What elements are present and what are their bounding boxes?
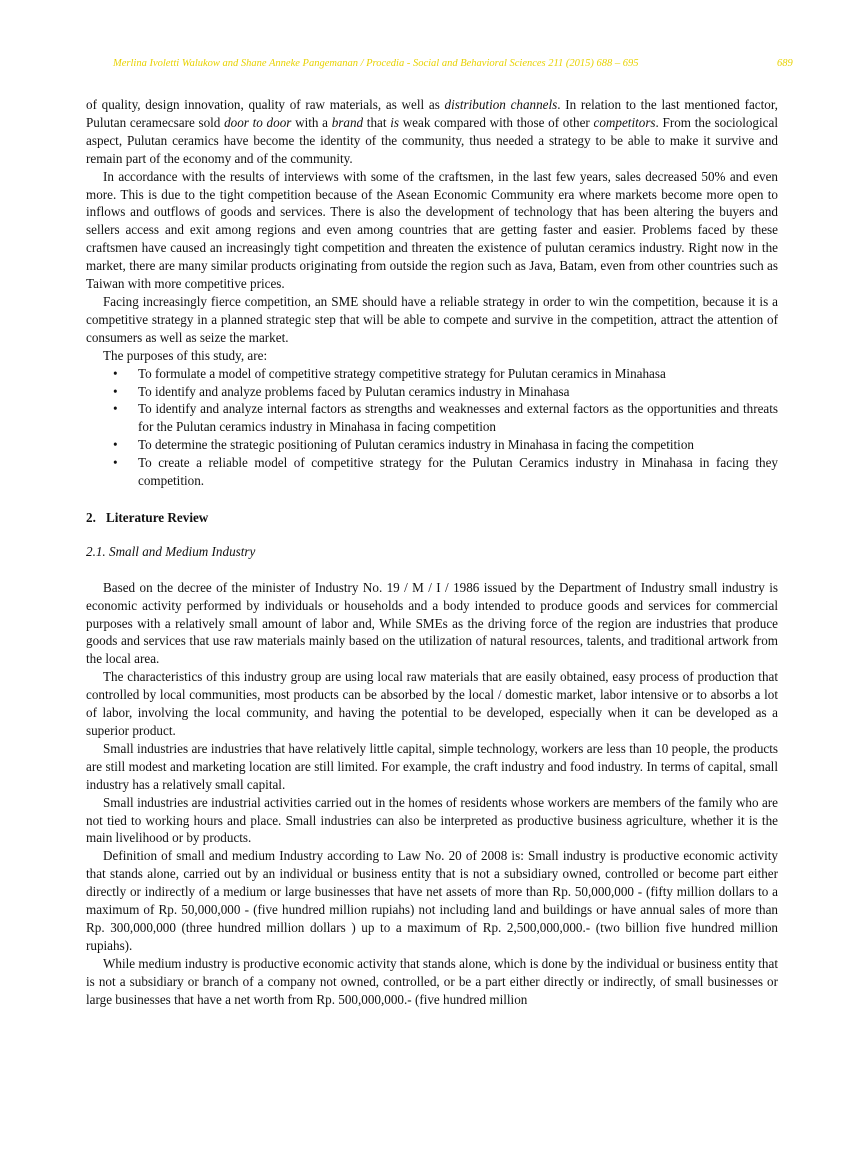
section-heading (86, 509, 778, 527)
running-head (0, 58, 846, 74)
body-paragraph: Small industries are industries that have relatively little capital, simple technology, workers are less than 10 people, the products are still modest and marketing location are still limited. For example, the craft industry and food industry. In terms of capital, small industry has a relatively small capital. (86, 740, 778, 792)
body-paragraph: While medium industry is productive economic activity that stands alone, which is done by the individual or business entity that is not a subsidiary or branch of a company not owned, controlled, or be a part either directly or indirectly, of small businesses or large businesses that have a net worth from Rp. 500,000,000.- (five hundred million (86, 955, 778, 1007)
emphasis-brand: brand (331, 114, 364, 130)
list-item: • To formulate a model of competitive strategy competitive strategy for Pulutan ceramics in Minahasa (113, 365, 666, 381)
page-number: 689 (777, 58, 793, 69)
emphasis-competitors: competitors (593, 114, 656, 130)
article-body (86, 96, 778, 1009)
list-item: • To identify and analyze problems faced by Pulutan ceramics industry in Minahasa (113, 383, 570, 399)
section-number: 2. (86, 509, 96, 525)
bullet-icon: • (113, 455, 118, 471)
intro-paragraph-1: of quality, design innovation, quality of raw materials, as well as distribution channels. In relation to the last mentioned factor, Pulutan ceramecsare sold door to door with a brand that is weak compared with those of other competitors. From the sociological aspect, Pulutan ceramics have become the identity of the community, thus needed a strategy to be able to make it survive and remain part of the economy and of the community. (86, 97, 778, 166)
list-item: • To create a reliable model of competitive strategy for the Pulutan Ceramics industry in Minahasa in facing they competition. (113, 455, 778, 489)
intro-paragraph-3: Facing increasingly fierce competition, an SME should have a reliable strategy in order to win the competition, because it is a competitive strategy in a planned strategic step that will be able to compete and survive in the competition, attract the attention of consumers as well as seize the market. (86, 293, 778, 345)
bullet-icon: • (113, 401, 118, 417)
emphasis-door-to-door: door to door (224, 114, 292, 130)
purposes-list (86, 365, 778, 490)
section-title: Literature Review (106, 509, 209, 525)
body-paragraph: The characteristics of this industry group are using local raw materials that are easily obtained, easy process of production that controlled by local communities, most products can be absorbed by the local / domestic market, labor intensive or to absorbs a lot of labor, involving the local community, and having the potential to be developed, especially when it can be developed as a superior product. (86, 669, 778, 738)
spacer (86, 561, 778, 579)
intro-paragraph-2: In accordance with the results of interviews with some of the craftsmen, in the last few years, sales decreased 50% and even more. This is due to the tight competition because of the Asean Economic Community era where markets become more open to inflows and outflows of goods and services. There is also the development of technology that has been altering the buyers and sellers access and exit among regions and even among countries that are getting faster and easier. Problems faced by these craftsmen have caused an increasingly tight competition and threaten the existence of pulutan ceramics industry. Right now in the market, there are many similar products originating from outside the region such as Java, Batam, even from other countries such as Taiwan with more competitive prices. (86, 168, 778, 292)
bullet-icon: • (113, 365, 118, 381)
running-head-citation: Merlina Ivoletti Walukow and Shane Anneke Pangemanan / Procedia - Social and Behavioral Sciences 211 (2015) 688 – 695 (113, 58, 639, 69)
purposes-lead: The purposes of this study, are: (103, 347, 268, 363)
body-paragraph: Small industries are industrial activities carried out in the homes of residents whose workers are members of the family who are not tied to working hours and place. Small industries can also be interpreted as productive business agriculture, whether it is the main livelihood or by products. (86, 794, 778, 846)
bullet-icon: • (113, 437, 118, 453)
bullet-icon: • (113, 383, 118, 399)
body-paragraph: Based on the decree of the minister of Industry No. 19 / M / I / 1986 issued by the Department of Industry small industry is economic activity performed by individuals or households and a body intended to produce goods and services for commercial purposes with a relatively small amount of labor and, While SMEs as the driving force of the region are industries that produce goods and services that use raw materials mainly based on the utilization of natural resources, talents, and traditional artwork from the local area. (86, 579, 778, 667)
subsection-heading: 2.1. Small and Medium Industry (86, 543, 256, 559)
list-item: • To identify and analyze internal factors as strengths and weaknesses and external factors as the opportunities and threats for the Pulutan ceramics industry in Minahasa in facing competition (113, 401, 778, 435)
emphasis-distribution-channels: distribution channels (444, 97, 558, 112)
list-item: • To determine the strategic positioning of Pulutan ceramics industry in Minahasa in facing the competition (113, 437, 694, 453)
body-paragraph: Definition of small and medium Industry according to Law No. 20 of 2008 is: Small industry is productive economic activity that stands alone, carried out by an individual or business entity that is not a subsidiary owned, controlled or become part either directly or indirectly of a medium or large businesses that have net assets of more than Rp. 50,000,000 - (fifty million dollars to a maximum of Rp. 50,000,000 - (five hundred million rupiahs) not including land and buildings or have annual sales of more than Rp. 300,000,000 (three hundred million dollars ) up to a maximum of Rp. 2,500,000,000.- (two billion five hundred million rupiahs). (86, 848, 778, 953)
emphasis-is: is (390, 114, 399, 130)
